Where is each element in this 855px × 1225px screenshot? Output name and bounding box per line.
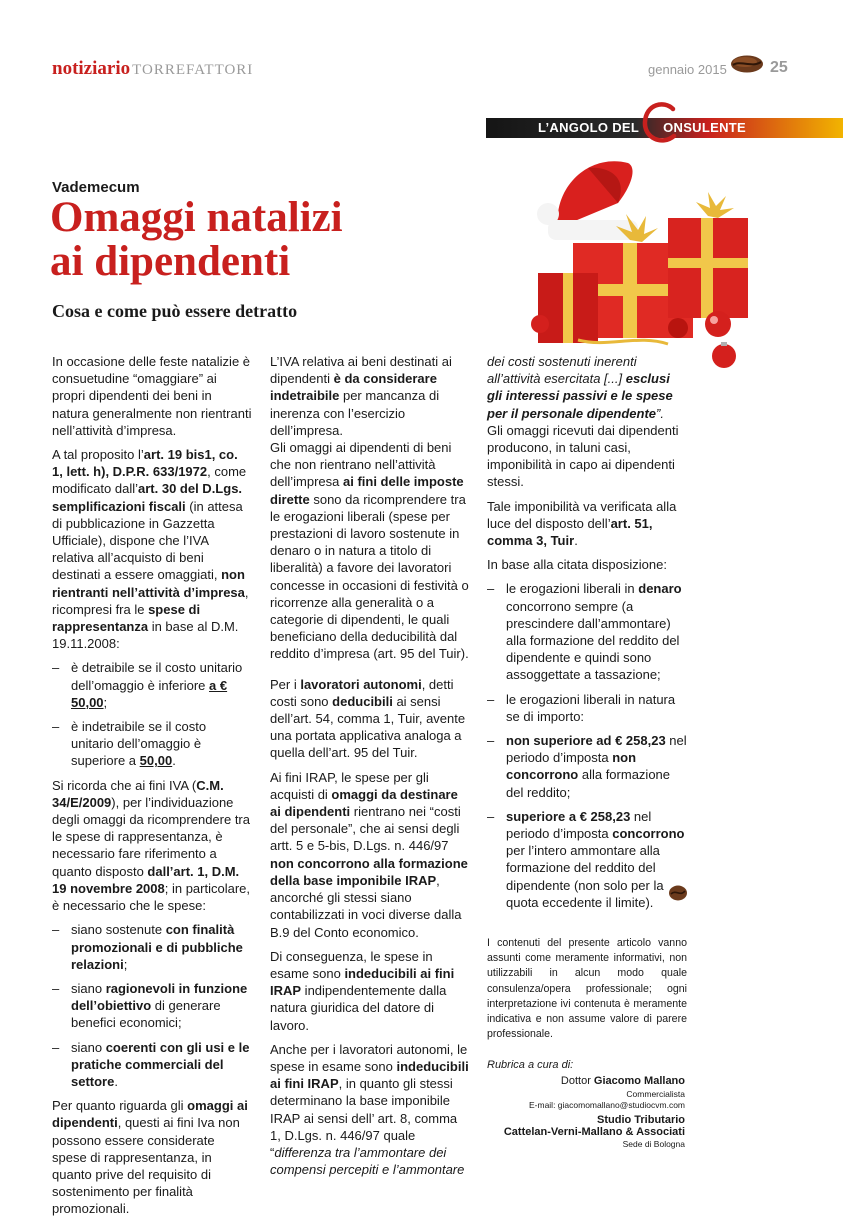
issue-date: gennaio 2015	[648, 62, 727, 77]
coffee-bean-end-icon	[668, 884, 688, 902]
paragraph: Anche per i lavoratori autonomi, le spese in esame sono indeducibili ai fini IRAP, in quanto gli stessi determinano la base imponibile IRAP ai sensi dell’ art. 8, comma 1, D.Lgs. n. 446/97 quale “differenza tra l’ammontare dei compensi percepiti e l’ammontare	[270, 1041, 469, 1178]
stylized-c-initial	[640, 100, 680, 146]
paragraph: Tale imponibilità va verificata alla luce del disposto dell’art. 51, comma 3, Tuir.	[487, 498, 677, 549]
author-name: Dottor Giacomo Mallano	[560, 1075, 685, 1087]
list-item: – siano coerenti con gli usi e le pratiche commerciali del settore.	[52, 1039, 252, 1091]
bullet-list	[52, 921, 252, 1090]
firm-location: Sede di Bologna	[622, 1139, 685, 1149]
masthead	[52, 58, 253, 80]
rubric-label: L’ANGOLO DEL ONSULENTE	[538, 120, 746, 135]
paragraph: Per i lavoratori autonomi, detti costi sono deducibili ai sensi dell’art. 54, comma 1, Tuir, avente una portata applicativa analoga a quella dell’art. 95 del Tuir.	[270, 676, 466, 761]
article-subtitle: Cosa e come può essere detratto	[52, 301, 298, 321]
article-kicker: Vademecum	[52, 179, 140, 196]
paragraph: Di conseguenza, le spese in esame sono indeducibili ai fini IRAP indipendentemente dalla natura giuridica del datore di lavoro.	[270, 948, 455, 1033]
list-item: – è indetraibile se il costo unitario dell’omaggio è superiore a 50,00.	[52, 718, 252, 770]
bullet-list	[487, 580, 687, 911]
article-column-3	[487, 353, 687, 918]
article-column-2	[270, 353, 470, 1185]
author-role: Commercialista	[626, 1089, 685, 1099]
article-title	[50, 196, 480, 284]
paragraph: In base alla citata disposizione:	[487, 557, 667, 573]
paragraph: Gli omaggi ai dipendenti di beni che non rientrano nell’attività dell’impresa ai fini delle imposte dirette sono da ricomprendere tra le erogazioni liberali (spese per prestazioni di lavoro sostenute in denaro o in natura a titolo di liberalità) a favore dei lavoratori concesse in occasioni di festività o ricorrenze alla generalità o a categorie di dipendenti, le quali beneficiano della deducibilità dal reddito d’impresa (art. 95 del Tuir).	[270, 440, 469, 662]
paragraph: In occasione delle feste natalizie è consuetudine “omaggiare” ai propri dipendenti dei beni in natura generalmente non rientranti nell’attività d’impresa.	[52, 354, 252, 438]
list-item: – le erogazioni liberali in denaro concorrono sempre (a prescindere dall’ammontare) alla formazione del reddito del dipendente e quindi sono assoggettate a tassazione;	[487, 580, 687, 683]
paragraph: A tal proposito l’art. 19 bis1, co. 1, lett. h), D.P.R. 633/1972, come modificato dall’art. 30 del D.Lgs. semplificazioni fiscali (in attesa di pubblicazione in Gazzetta Ufficiale), dispone che l’IVA relativa all’acquisto di beni destinati a essere omaggiati, non rientranti nell’attività d’impresa, ricompresi fra le spese di rappresentanza in base al D.M. 19.11.2008:	[52, 447, 249, 652]
credits-lead: Rubrica a cura di:	[487, 1059, 574, 1071]
disclaimer: I contenuti del presente articolo vanno assunti come meramente informativi, non utilizzabili in alcun modo quale consulenza/opera professionale; ogni interpretazione ivi contenuta è meramente indicativa e non assume valore di parere professionale.	[487, 937, 687, 1041]
title-line-2: ai dipendenti	[50, 238, 291, 285]
christmas-gifts-illustration	[518, 148, 758, 376]
author-email: E-mail: giacomomallano@studiocvm.com	[528, 1100, 685, 1110]
list-item: – non superiore ad € 258,23 nel periodo d’imposta non concorrono alla formazione del reddito;	[487, 732, 687, 801]
firm-name-line-2: Cattelan-Verni-Mallano & Associati	[503, 1126, 685, 1138]
list-item: – superiore a € 258,23 nel periodo d’imposta concorrono per l’intero ammontare alla formazione del reddito del dipendente (non solo per la quota eccedente il limite).	[487, 808, 687, 911]
article-column-1	[52, 353, 252, 1225]
brand-secondary: TORREFATTORI	[132, 62, 254, 78]
brand-primary: notiziario	[52, 58, 131, 79]
paragraph: L’IVA relativa ai beni destinati ai dipendenti è da considerare indetraibile per mancanza di inerenza con l’esercizio dell’impresa.	[270, 354, 452, 438]
coffee-bean-icon	[730, 54, 764, 74]
page-number: 25	[770, 59, 788, 76]
bullet-list	[52, 659, 252, 769]
paragraph: Si ricorda che ai fini IVA (C.M. 34/E/2009), per l’individuazione degli omaggi da ricomprendere tra le spese di rappresentanza, è necessario fare riferimento a quanto disposto dall’art. 1, D.M. 19 novembre 2008; in particolare, è necessario che le spese:	[52, 777, 250, 914]
paragraph: Per quanto riguarda gli omaggi ai dipendenti, questi ai fini Iva non possono essere considerate spese di rappresentanza, in quanto prive del requisito di sostenimento per finalità promozionali.	[52, 1098, 248, 1217]
list-item: – siano ragionevoli in funzione dell’obiettivo di generare benefici economici;	[52, 980, 252, 1032]
list-item: – è detraibile se il costo unitario dell’omaggio è inferiore a € 50,00;	[52, 659, 252, 711]
paragraph: Ai fini IRAP, le spese per gli acquisti di omaggi da destinare ai dipendenti rientrano nei “costi del personale”, che ai sensi degli artt. 5 e 5-bis, D.Lgs. n. 446/97 non concorrono alla formazione della base imponibile IRAP, ancorché gli stessi siano contabilizzati in voci diverse dalla B.9 del Conto economico.	[270, 769, 468, 940]
paragraph: Gli omaggi ricevuti dai dipendenti producono, in taluni casi, imponibilità in capo ai dipendenti stessi.	[487, 422, 679, 490]
title-line-1: Omaggi natalizi	[50, 194, 343, 241]
list-item: – siano sostenute con finalità promozionali e di pubbliche relazioni;	[52, 921, 252, 973]
firm-name-line-1: Studio Tributario	[597, 1114, 685, 1126]
list-item: – le erogazioni liberali in natura se di importo:	[487, 691, 687, 725]
paragraph: dei costi sostenuti inerenti all’attività esercitata [...] esclusi gli interessi passivi e le spese per il personale dipendente”.	[487, 354, 673, 421]
